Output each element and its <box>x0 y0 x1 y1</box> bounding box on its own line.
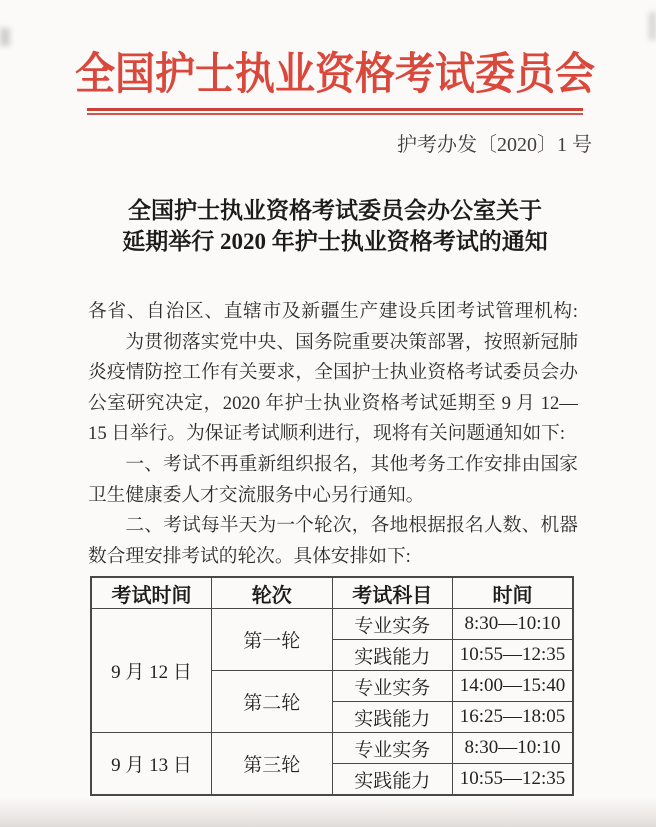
schedule-cell-subject: 实践能力 <box>332 640 453 671</box>
schedule-cell-subject: 专业实务 <box>332 733 453 764</box>
schedule-header-exam-date: 考试时间 <box>91 577 212 609</box>
schedule-cell-time: 10:55—12:35 <box>453 640 574 671</box>
paragraph-item-1: 一、考试不再重新组织报名，其他考务工作安排由国家卫生健康委人才交流服务中心另行通知。 <box>88 453 578 506</box>
schedule-cell-subject: 专业实务 <box>332 609 453 640</box>
schedule-cell-date: 9 月 12 日 <box>91 609 212 733</box>
schedule-cell-time: 8:30—10:10 <box>453 609 574 640</box>
notice-body <box>88 297 578 572</box>
schedule-cell-date: 9 月 13 日 <box>91 733 212 796</box>
document-number: 护考办发〔2020〕1 号 <box>397 134 592 156</box>
schedule-cell-subject: 实践能力 <box>332 764 453 796</box>
schedule-cell-time: 8:30—10:10 <box>453 733 574 764</box>
schedule-header-subject: 考试科目 <box>332 577 453 609</box>
notice-content <box>0 50 656 796</box>
schedule-header-row <box>91 577 573 609</box>
notice-title <box>14 195 656 257</box>
schedule-cell-time: 16:25—18:05 <box>453 702 574 733</box>
scan-artifact-left <box>0 28 10 46</box>
exam-schedule-table <box>90 576 574 796</box>
scan-artifact-right <box>649 12 656 40</box>
schedule-cell-subject: 实践能力 <box>332 702 453 733</box>
notice-title-line2: 延期举行 2020 年护士执业资格考试的通知 <box>122 229 548 254</box>
schedule-cell-round: 第三轮 <box>212 733 333 796</box>
paragraph-intro: 为贯彻落实党中央、国务院重要决策部署，按照新冠肺炎疫情防控工作有关要求，全国护士执业资格考试委员会办公室研究决定，2020 年护士执业资格考试延期至 9 月 12—15 日举行。为保证考试顺利进行，现将有关问题通知如下: <box>88 331 578 445</box>
letterhead-title: 全国护士执业资格考试委员会 <box>75 48 595 99</box>
schedule-cell-round: 第一轮 <box>212 609 333 671</box>
schedule-row <box>91 733 573 764</box>
schedule-row <box>91 609 573 640</box>
schedule-cell-time: 14:00—15:40 <box>453 671 574 702</box>
paragraph-item-2: 二、考试每半天为一个轮次，各地根据报名人数、机器数合理安排考试的轮次。具体安排如下: <box>88 515 578 567</box>
schedule-header-time: 时间 <box>453 577 574 609</box>
letterhead-divider <box>87 108 583 115</box>
salutation-line: 各省、自治区、直辖市及新疆生产建设兵团考试管理机构: <box>88 301 578 322</box>
schedule-cell-round: 第二轮 <box>212 671 333 733</box>
scan-shadow-artifact <box>0 797 656 827</box>
schedule-cell-time: 10:55—12:35 <box>453 764 574 796</box>
notice-title-line1: 全国护士执业资格考试委员会办公室关于 <box>128 198 542 223</box>
schedule-header-round: 轮次 <box>212 577 333 609</box>
schedule-cell-subject: 专业实务 <box>332 671 453 702</box>
